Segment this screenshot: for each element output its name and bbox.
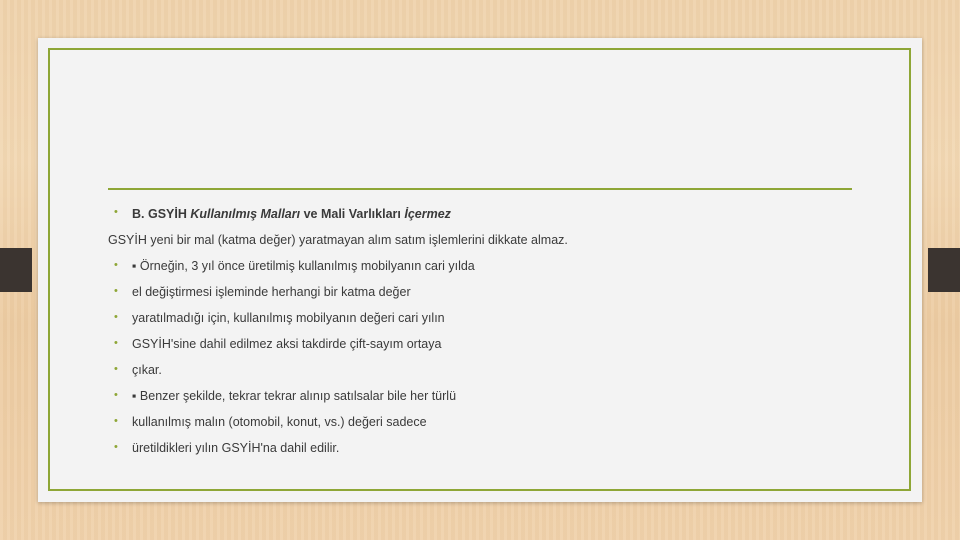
bullet-icon: •	[114, 389, 118, 401]
bullet-icon: •	[114, 441, 118, 453]
title-rule	[108, 188, 852, 190]
right-edge-tab	[928, 248, 960, 292]
list-item: kullanılmış malın (otomobil, konut, vs.) değeri sadece	[132, 415, 427, 429]
bullet-icon: •	[114, 259, 118, 271]
list-item: ▪ Benzer şekilde, tekrar tekrar alınıp satılsalar bile her türlü	[132, 389, 457, 403]
list-item: GSYİH'sine dahil edilmez aksi takdirde çift-sayım ortaya	[132, 337, 442, 351]
list-item: el değiştirmesi işleminde herhangi bir katma değer	[132, 285, 411, 299]
heading-italic-1: Kullanılmış Malları	[190, 207, 301, 221]
bullet-icon: •	[114, 311, 118, 323]
list-item: ▪ Örneğin, 3 yıl önce üretilmiş kullanılmış mobilyanın cari yılda	[132, 259, 475, 273]
heading-prefix: B. GSYİH	[132, 207, 191, 221]
left-edge-tab	[0, 248, 32, 292]
intro-paragraph: GSYİH yeni bir mal (katma değer) yaratmayan alım satım işlemlerini dikkate almaz.	[108, 233, 568, 247]
heading-italic-2: İçermez	[404, 207, 451, 221]
list-item: yaratılmadığı için, kullanılmış mobilyanın değeri cari yılın	[132, 311, 445, 325]
bullet-icon: •	[114, 285, 118, 297]
list-item: üretildikleri yılın GSYİH'na dahil edilir.	[132, 441, 340, 455]
bullet-icon: •	[114, 415, 118, 427]
bullet-icon: •	[114, 337, 118, 349]
list-item: çıkar.	[132, 363, 162, 377]
heading	[132, 207, 451, 221]
heading-bullet: •	[114, 206, 118, 218]
heading-middle: ve Mali Varlıkları	[300, 207, 405, 221]
bullet-icon: •	[114, 363, 118, 375]
